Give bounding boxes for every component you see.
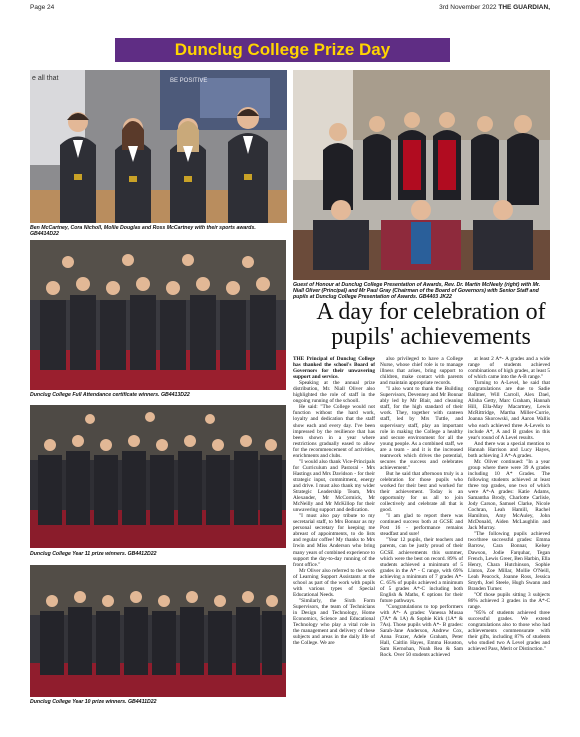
article-paragraph: Speaking at the annual prize distribution, Mr. Niall Oliver also highlighted the role of staff in the ongoing running of the schooll. [293,380,375,405]
year10-illustration [30,565,286,697]
page-number: Page 24 [30,4,55,11]
article-paragraph: "I must also pay tribute to my secretarial staff, to Mrs Bonnar as my personal secretary for keeping me abreast of appointments, to do lists and regular coffee! My thanks to Mrs Irwin and Miss Anderson who bring many years of combined experience to support the day-to-day running of the front office." [293,513,375,568]
attendance-caption: Dunclug College Full Attendance certificate winners. GB4413D22 [30,392,190,398]
article-lead-text: THE Principal of Dunclug College has thanked the school's Board of Governors for their unwavering support and service. [293,356,375,381]
page-banner: Dunclug College Prize Day [115,38,450,62]
year11-photo [30,405,286,548]
article-column-1 [293,356,375,732]
year10-photo [30,565,286,697]
article-paragraph: Mr. Oliver continued: "In a year group where there were 39 A grades including 10 A* Grades. The following students achieved at least three top grades, one two of which were A*-A grades: Katie Adams, Samantha Brody, Charlotte Carlisle, Jody Carson, Samuel Clarke, Nicole Cochran, Leah Hamill, Rachel Hamilton, Amy McAuley, John McDonald, Aiden McLaughlin and Jack Murray. [468,458,550,532]
article-paragraph: "The following pupils achieved two/three successful grades: Emma Barrow, Cara Bonnar, Kelsey Dawson, Jodie Farquhar, Tegan French, Lewis Greer, Ben Harbin, Ella Henry, Chara Hutchinson, Sophie Linton, Zoe Millar, Mollie O'Neill, Leah Peacock, Joanne Ross, Jessica Smyth, Joel Steele, Hugh Swann and Branden Turner. [468,531,550,592]
sport-award-caption: Ben McCartney, Cora Nicholl, Mollie Douglas and Ross McCartney with their sports awards. GB4414D22 [30,225,256,238]
article-paragraph: "I am glad to report there was continued success both at GCSE and Post 16 - performance remains steadfast and sure! [380,513,463,538]
article-paragraph: Turning to A-Level, he said that congratulations are due to Sadie Ballmer, Will Carroll, Alex Dael, Alisha Getty, Marc Graham, Hannah Hill, Ella-May Macartney, Lewis McRittridge, Martha Miller-Currie, Joanna Skorowski, and Aaron Wallis who each achieved three A-Levels to include A*, A and B grades in this year's round of A Level results. [468,380,550,441]
article-paragraph: Mr Oliver also referred to the work of Learning Support Assistants at the school as part of the work with pupils with various types of Special Educational Needs. [293,567,375,598]
sport-award-illustration [30,70,287,223]
article-paragraph: "Similarly, the Sixth Form Supervisors, the team of Technicians in Design and Technology, Home Economics, Science and Educational Technology who play a vital role in the management and delivery of these subjects and areas in the daily life of the College. We are [293,597,375,647]
page-header [30,2,550,14]
sport-award-photo [30,70,287,223]
issue-date [439,4,550,11]
backdrop-text-1: e all that [32,75,59,82]
article-lead [293,356,375,380]
article-paragraph: But he said that afternoon truly is a celebration for those pupils who worked for their best and worked for their achievement. Today is an opportunity for us all to join collectively and celebrate all that is good. [380,470,463,514]
issue-date-text: 3rd November 2022 [439,4,497,11]
article-paragraph: "I would also thank Vice-Principals for Curriculum and Pastoral - Mrs Hastings and Mrs Davidson - for their strategic input, commitment, energy and drive. I must also thank my wider Strategic Leadership Team, Mrs Alexander, Mr McCormick, Mr McNeilly and Mr McKillop for their unwavering support and dedication. [293,458,375,514]
article-paragraph: "Of those pupils sitting 3 subjects 86% achieved 3 grades in the A*-C range. [468,591,550,610]
article-headline: A day for celebration of pupils' achievements [316,299,546,350]
attendance-illustration [30,240,286,390]
year10-caption: Dunclug College Year 10 prize winners. GB4411D22 [30,699,157,705]
article-column-2 [380,356,463,732]
guests-illustration [293,70,550,280]
article-paragraph: "Year 12 pupils, their teachers and parents, can be justly proud of their GCSE achievements this summer, which were the best on record. 89% of students achieved a minimum of 5 grades in the A* - C range, with 69% achieving a minimum of 7 grades A*- C. 65% of pupils achieved a minimum of 5 grades A*-C including both English & Maths, € options for their future pathways. [380,537,463,604]
guests-photo [293,70,550,280]
article-paragraph: "Congratulations to top performers with A*- A grades: Vanessa Musaa (7A* & 1A) & Sophie Kirk (1A* & 7As). Those pupils with A*- B grades: Sarah-Jane Anderson, Andrew Cox, Anna Frazer, Adele Graham, Peter Hall, Caitlin Hayes, Emma Houston, Sam Kernohan, Noah Rea & Sam Rock. Over 50 students achieved [380,603,463,659]
publication-name: THE GUARDIAN, [498,4,550,11]
year11-illustration [30,405,286,548]
backdrop-text-2: BE POSITIVE [170,78,208,84]
article-paragraph: And there was a special mention to Hannah Harrison and Lucy Hayes, both achieving 3 A*-A grades. [468,440,550,459]
year11-caption: Dunclug College Year 11 prize winners. GB4412D22 [30,551,157,557]
article-paragraph: He said: "The College would not function without the hard work, loyalty and dedication that the staff show each and every day. I've been impressed by the resilience that has been shown in a year where restrictions gradually eased to allow for the recommencement of activities, enrichments and clubs. [293,404,375,459]
guests-caption: Guest of Honour at Dunclug College Presentation of Awards, Rev. Dr. Martin McNeely (right) with Mr. Niall Oliver (Principal) and Mr Paul Gray (Chairman of the Board of Governors) with Senior Staff and pupils at Dunclug College Presentation of Awards. GB4403 JK22 [293,282,541,301]
article-paragraph: at least 2 A*- A grades and a wide range of students achieved combinations of high grades, at least 5 of which came into the A-B range." [468,356,550,381]
attendance-photo [30,240,286,390]
article-paragraph: also privileged to have a College Nurse, whose chief role is to manage illness that arises, bring support to children, make contact with parents and maintain appropriate records. [380,356,463,387]
article-paragraph: "I also want to thank the Building Supervisors, Devenney and Mr Bonnar ably led by Mr Blair, and cleaning staff, for the high standard of their work. They, together with canteen staff, led by Mrs Tuttle, and supervisory staff, play an important role in making the College a healthy and secure environment for all the young people. As a combined staff, we are a team - and it is the increased teamwork which drives the potential, secures the success and celebrates achievement." [380,386,463,471]
article-column-3 [468,356,550,732]
article-paragraph: "85% of students achieved three successful grades. We extend congratulations also to those who had achievements commensurate with their gifts, including 87% of students who studied two A Level grades and achieved Pass, Merit or Distinction." [468,609,550,653]
